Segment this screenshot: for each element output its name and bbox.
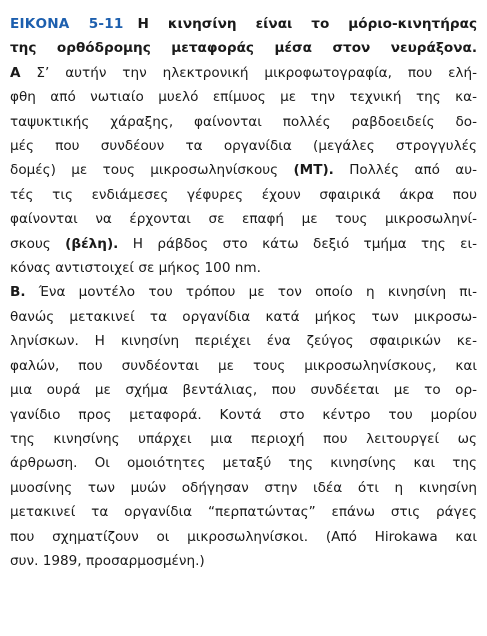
arrows-abbreviation: (βέλη).: [65, 235, 119, 252]
part-b-line-1: [10, 280, 477, 304]
part-b-line-12: συν. 1989, προσαρμοσμένη.): [10, 552, 205, 569]
figure-title-part-2: της ορθόδρομης μεταφοράς μέσα στον νευράξονα.: [10, 40, 477, 57]
part-a-text: Πολλές από αυ-: [349, 162, 478, 179]
part-a-line-4: μές που συνδέουν τα οργανίδια (μεγάλες στρογγυλές: [10, 138, 477, 155]
part-a-line-3: ταψυκτικής χάραξης, φαίνονται πολλές ραβδοειδείς δο-: [10, 113, 477, 130]
part-b-line-2: θανώς μετακινεί τα οργανίδια κατά μήκος των μικροσω-: [10, 308, 477, 325]
part-a-text: σκους: [10, 235, 66, 252]
part-b-line-7: της κινησίνης υπάρχει μια περιοχή που λειτουργεί ως: [10, 430, 477, 447]
part-a-label: Α: [10, 64, 21, 81]
part-b-line-11: που σχηματίζουν οι μικροσωληνίσκοι. (Από Hirokawa και: [10, 528, 477, 545]
part-b-text: Ένα μοντέλο του τρόπου με τον οποίο η κινησίνη πι-: [38, 284, 477, 301]
part-b-line-10: μετακινεί τα οργανίδια “περπατώντας” επάνω στις ράγες: [10, 504, 477, 521]
part-a-line-9: κόνας αντιστοιχεί σε μήκος 100 nm.: [10, 260, 261, 277]
part-a-line-8: [10, 232, 477, 256]
part-a-text: Σ’ αυτήν την ηλεκτρονική μικροφωτογραφία, που ελή-: [36, 64, 477, 81]
caption-title-line-1: [10, 12, 477, 36]
part-b-line-5: μια ουρά με σχήμα βεντάλιας, που συνδέεται με το ορ-: [10, 382, 477, 399]
part-b-line-9: μυοσίνης των μυών οδήγησαν στην ιδέα ότι η κινησίνη: [10, 479, 477, 496]
part-b-line-3: ληνίσκων. Η κινησίνη περιέχει ένα ζεύγος σφαιρικών κε-: [10, 333, 477, 350]
part-b-line-8: άρθρωση. Οι ομοιότητες μεταξύ της κινησίνης και της: [10, 455, 477, 472]
part-a-line-7: φαίνονται να έρχονται σε επαφή με τους μικροσωληνί-: [10, 211, 477, 228]
part-a-text: δομές) με τους μικροσωληνίσκους: [10, 162, 294, 179]
figure-label: ΕΙΚΟΝΑ 5-11: [10, 16, 124, 32]
part-a-line-6: τές τις ενδιάμεσες γέφυρες έχουν σφαιρικά άκρα που: [10, 186, 477, 203]
part-a-line-2: φθη από νωτιαίο μυελό επίμυος με την τεχνική της κα-: [10, 89, 477, 106]
figure-title-part-1: Η κινησίνη είναι το μόριο-κινητήρας: [137, 16, 478, 32]
part-b-line-4: φαλών, που συνδέονται με τους μικροσωληνίσκους, και: [10, 357, 477, 374]
part-b-line-6: γανίδιο προς μεταφορά. Κοντά στο κέντρο του μορίου: [10, 406, 477, 423]
part-b-label: Β.: [10, 284, 26, 301]
part-a-text: Η ράβδος στο κάτω δεξιό τμήμα της ει-: [132, 235, 478, 252]
part-a-line-1: [10, 61, 477, 85]
mt-abbreviation: (ΜΤ).: [293, 162, 334, 179]
part-a-line-5: [10, 158, 477, 182]
